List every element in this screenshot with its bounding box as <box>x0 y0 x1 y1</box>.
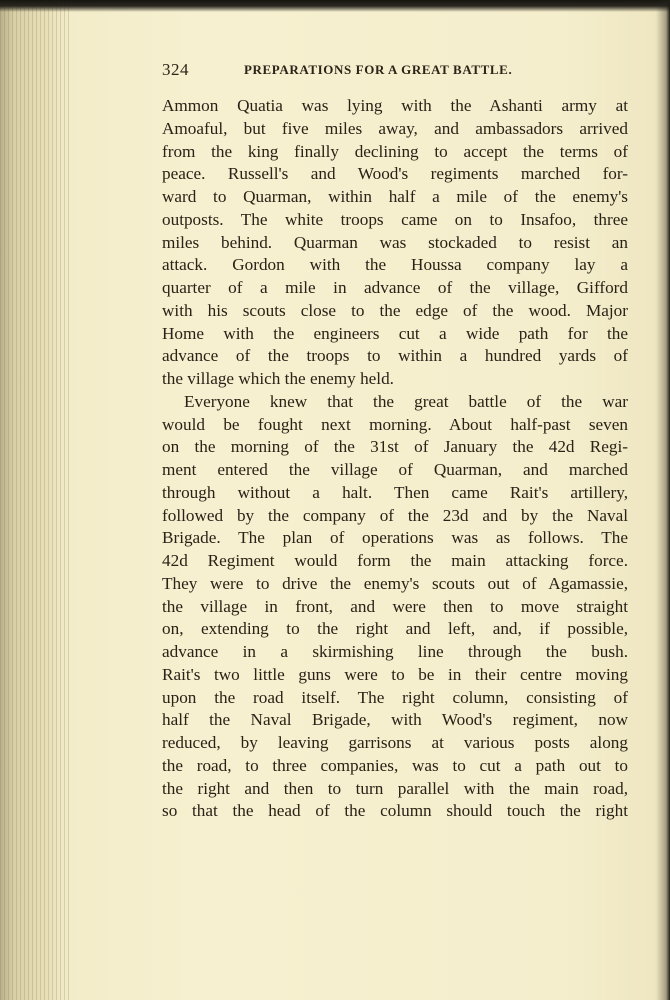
text-line: attack. Gordon with the Houssa company lay a <box>162 255 628 275</box>
text-line: through without a halt. Then came Rait's artillery, <box>162 482 628 502</box>
text-line: reduced, by leaving garrisons at various posts along <box>162 733 628 752</box>
text-line: quarter of a mile in advance of the village, Gifford <box>162 278 628 297</box>
paragraph-start-line: Everyone knew that the great battle of the war <box>184 391 628 411</box>
text-line: upon the road itself. The right column, consisting of <box>162 687 628 707</box>
text-line: the right and then to turn parallel with the main road, <box>162 778 628 798</box>
text-line: half the Naval Brigade, with Wood's regiment, now <box>162 710 628 730</box>
text-line: with his scouts close to the edge of the wood. Major <box>162 300 628 320</box>
top-edge-shadow <box>0 0 670 12</box>
text-line: ward to Quarman, within half a mile of the enemy's <box>162 187 628 206</box>
page-number: 324 <box>162 60 189 79</box>
text-line: advance of the troops to within a hundred yards of <box>162 346 628 366</box>
page-gutter <box>0 0 70 1000</box>
text-line: Ammon Quatia was lying with the Ashanti army at <box>162 96 628 115</box>
right-edge-shadow <box>656 0 670 1000</box>
text-line: followed by the company of the 23d and by the Naval <box>162 505 628 525</box>
text-line: from the king finally declining to accept the terms of <box>162 141 628 161</box>
body-text <box>162 95 628 823</box>
text-line: advance in a skirmishing line through the bush. <box>162 642 628 661</box>
text-line: Amoaful, but five miles away, and ambassadors arrived <box>162 118 628 138</box>
text-line: ment entered the village of Quarman, and marched <box>162 460 628 479</box>
text-line: peace. Russell's and Wood's regiments marched for- <box>162 164 628 184</box>
paragraph-end-line: the village which the enemy held. <box>162 369 394 388</box>
text-line: Rait's two little guns were to be in their centre moving <box>162 664 628 684</box>
text-line: on the morning of the 31st of January the 42d Regi- <box>162 437 628 457</box>
text-line: on, extending to the right and left, and, if possible, <box>162 619 628 639</box>
text-line: Brigade. The plan of operations was as follows. The <box>162 528 628 548</box>
text-line: so that the head of the column should touch the right <box>162 801 628 821</box>
text-line: the village in front, and were then to move straight <box>162 596 628 616</box>
text-line: miles behind. Quarman was stockaded to resist an <box>162 232 628 252</box>
text-line: would be fought next morning. About half-past seven <box>162 414 628 434</box>
text-line: Home with the engineers cut a wide path for the <box>162 323 628 343</box>
page-header <box>162 60 628 82</box>
running-head: PREPARATIONS FOR A GREAT BATTLE. <box>244 62 513 77</box>
text-line: outposts. The white troops came on to Insafoo, three <box>162 209 628 229</box>
text-line: the road, to three companies, was to cut a path out to <box>162 755 628 775</box>
text-line: 42d Regiment would form the main attacking force. <box>162 551 628 570</box>
text-line: They were to drive the enemy's scouts out of Agamassie, <box>162 573 628 593</box>
